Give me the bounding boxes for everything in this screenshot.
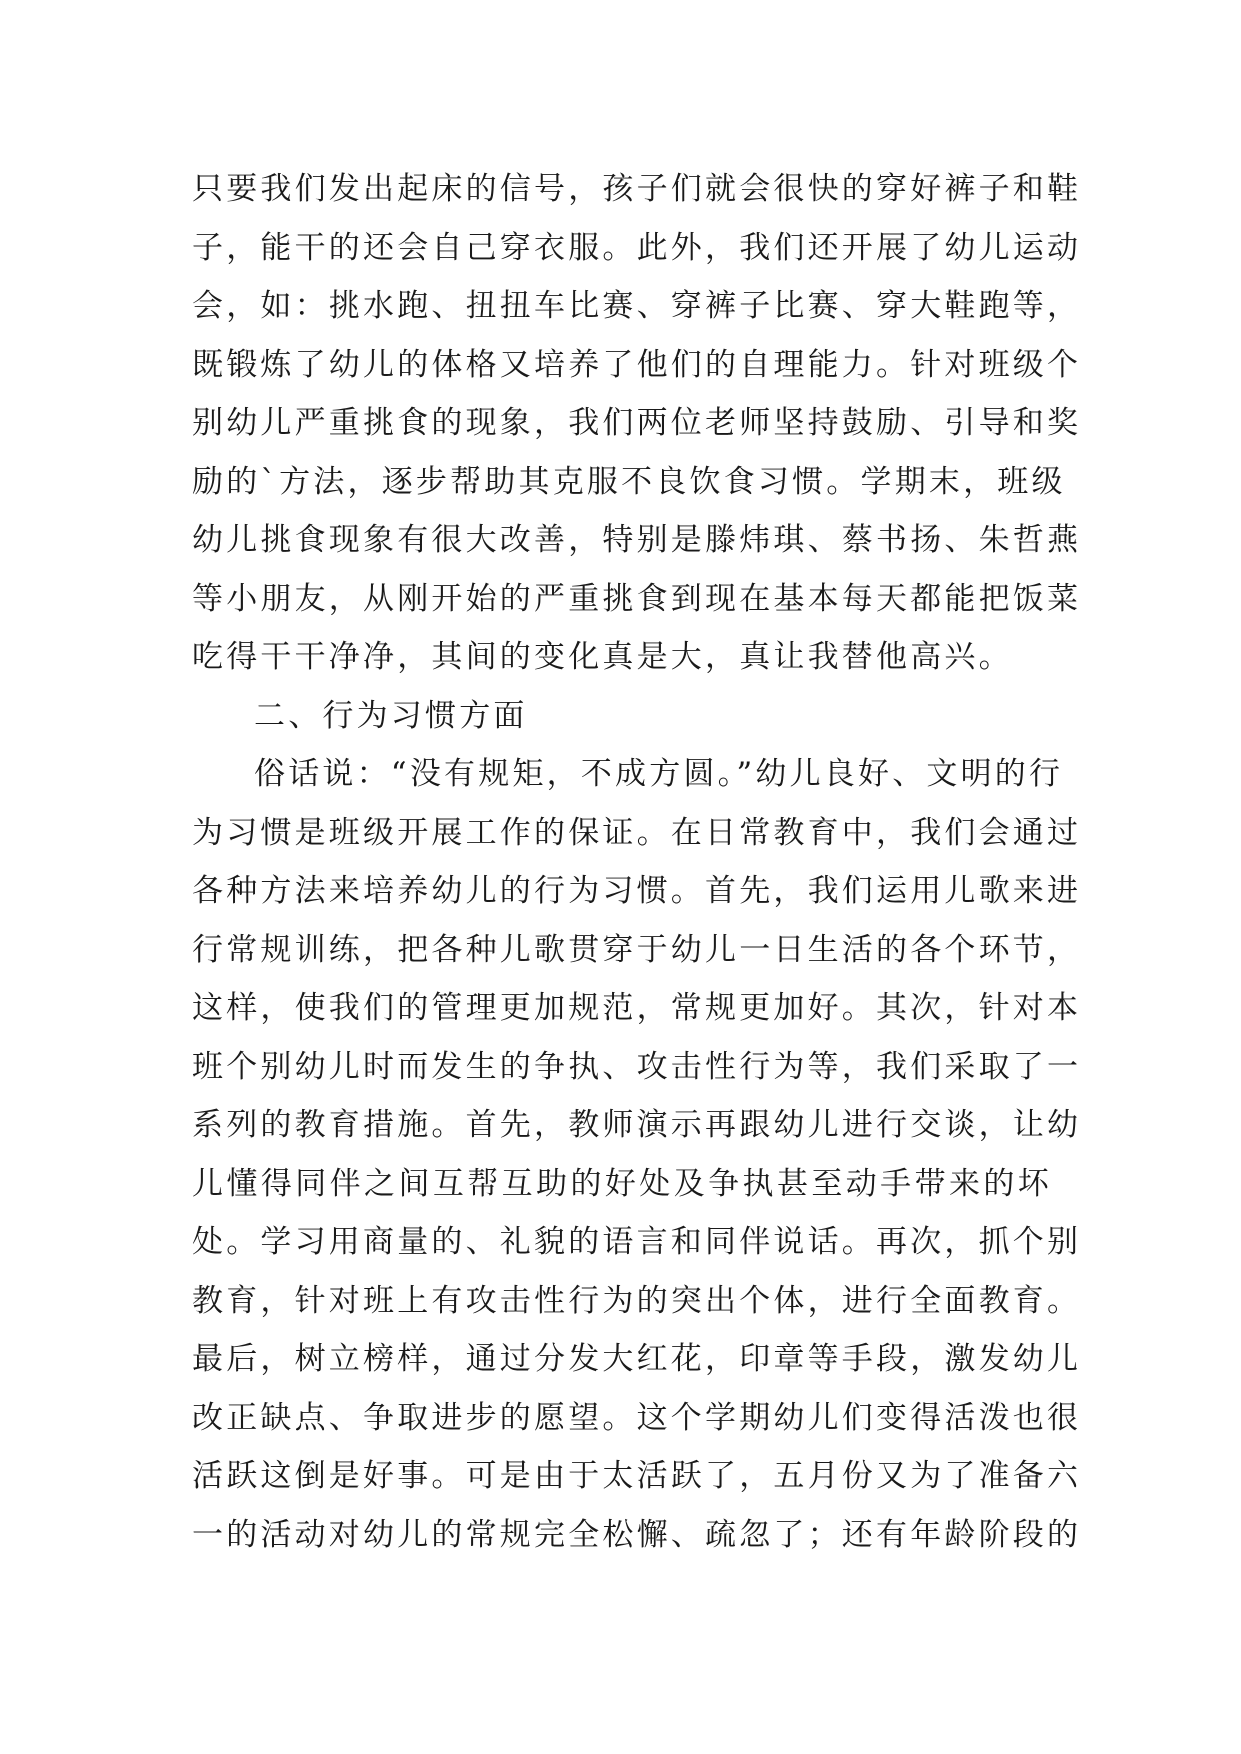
paragraph-line: 既锻炼了幼儿的体格又培养了他们的自理能力。针对班级个 xyxy=(192,346,1082,383)
paragraph-line: 励的`方法，逐步帮助其克服不良饮食习惯。学期末，班级 xyxy=(192,463,1066,500)
paragraph-line: 会，如：挑水跑、扭扭车比赛、穿裤子比赛、穿大鞋跑等， xyxy=(192,288,1082,324)
paragraph-line: 班个别幼儿时而发生的争执、攻击性行为等，我们采取了一 xyxy=(192,1048,1082,1085)
paragraph-line: 只要我们发出起床的信号，孩子们就会很快的穿好裤子和鞋 xyxy=(192,171,1082,207)
paragraph-line: 吃得干干净净，其间的变化真是大，真让我替他高兴。 xyxy=(192,639,1013,675)
paragraph-line: 为习惯是班级开展工作的保证。在日常教育中，我们会通过 xyxy=(192,814,1082,851)
paragraph-line: 儿懂得同伴之间互帮互助的好处及争执甚至动手带来的坏 xyxy=(192,1165,1052,1202)
paragraph-line: 处。学习用商量的、礼貌的语言和同伴说话。再次，抓个别 xyxy=(192,1224,1082,1260)
paragraph-line: 改正缺点、争取进步的愿望。这个学期幼儿们变得活泼也很 xyxy=(192,1399,1082,1436)
paragraph-line: 最后，树立榜样，通过分发大红花，印章等手段，激发幼儿 xyxy=(192,1341,1082,1377)
paragraph-line: 别幼儿严重挑食的现象，我们两位老师坚持鼓励、引导和奖 xyxy=(192,405,1082,441)
paragraph-line: 俗话说：“没有规矩，不成方圆。”幼儿良好、文明的行 xyxy=(254,756,1064,792)
paragraph-line: 行常规训练，把各种儿歌贯穿于幼儿一日生活的各个环节， xyxy=(192,931,1082,968)
paragraph-line: 一的活动对幼儿的常规完全松懈、疏忽了；还有年龄阶段的 xyxy=(192,1516,1082,1553)
paragraph-line: 这样，使我们的管理更加规范，常规更加好。其次，针对本 xyxy=(192,990,1082,1026)
paragraph-line: 幼儿挑食现象有很大改善，特别是滕炜琪、蔡书扬、朱哲燕 xyxy=(192,522,1082,558)
document-body xyxy=(192,160,1082,1564)
paragraph-line: 子，能干的还会自己穿衣服。此外，我们还开展了幼儿运动 xyxy=(192,229,1082,266)
paragraph-line: 各种方法来培养幼儿的行为习惯。首先，我们运用儿歌来进 xyxy=(192,873,1082,909)
section-heading: 二、行为习惯方面 xyxy=(254,697,528,734)
paragraph-line: 等小朋友，从刚开始的严重挑食到现在基本每天都能把饭菜 xyxy=(192,580,1082,617)
paragraph-line: 教育，针对班上有攻击性行为的突出个体，进行全面教育。 xyxy=(192,1282,1082,1319)
paragraph-line: 活跃这倒是好事。可是由于太活跃了，五月份又为了准备六 xyxy=(192,1458,1082,1494)
paragraph-line: 系列的教育措施。首先，教师演示再跟幼儿进行交谈，让幼 xyxy=(192,1107,1082,1143)
